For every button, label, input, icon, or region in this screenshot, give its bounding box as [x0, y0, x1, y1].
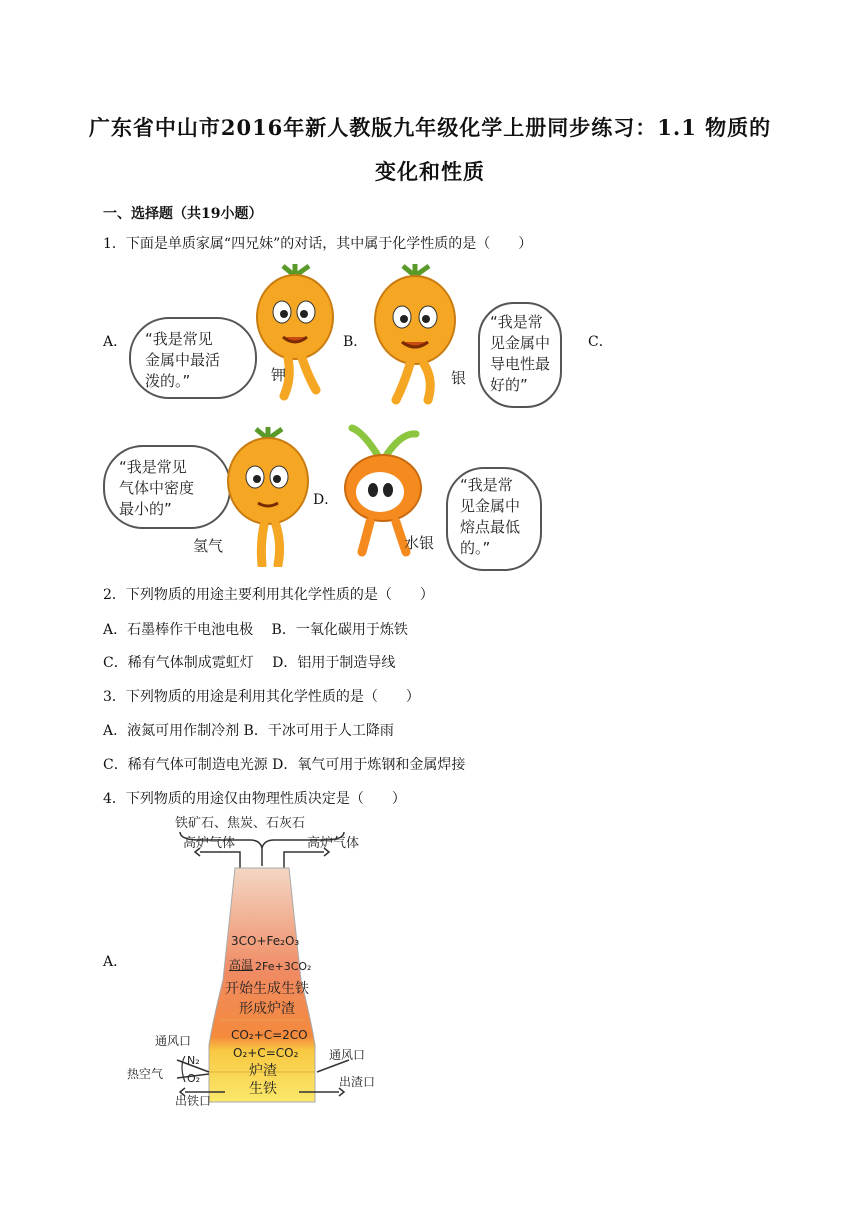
slag-outlet-label: 出渣口	[339, 1075, 376, 1089]
element-name: 氢气	[193, 537, 224, 555]
q1-option-d-label: D．	[313, 492, 339, 508]
reaction-1-products: 2Fe+3CO₂	[255, 960, 312, 973]
title-line-2: 变化和性质	[375, 159, 485, 184]
q1-option-b-image	[365, 262, 565, 412]
gas-right-label: 高炉气体	[307, 836, 360, 851]
orange-mascot-icon	[218, 425, 313, 567]
q1-option-d-image	[338, 422, 548, 572]
speech-line: “我是常见	[119, 458, 187, 476]
orange-mascot-icon	[370, 262, 460, 407]
speech-line: “我是常	[460, 476, 513, 494]
n2-label: N₂	[187, 1054, 200, 1067]
speech-bubble	[129, 317, 257, 399]
reaction-1: 3CO+Fe₂O₃	[231, 934, 300, 948]
speech-line: 气体中密度	[119, 479, 195, 497]
slag-label: 炉渣	[249, 1063, 277, 1079]
speech-line: 熔点最低	[460, 518, 521, 536]
q2-stem: 2．下列物质的用途主要利用其化学性质的是（ ）	[103, 587, 434, 603]
zone-label-1: 开始生成生铁	[225, 981, 309, 997]
speech-line: 见金属中	[490, 334, 551, 352]
iron-outlet-label: 出铁口	[175, 1094, 212, 1108]
orange-mascot-icon	[250, 262, 340, 402]
iron-label: 生铁	[249, 1081, 277, 1097]
vent-right-label: 通风口	[329, 1048, 366, 1062]
speech-line: “我是常见	[145, 330, 213, 348]
speech-line: 导电性最	[490, 355, 551, 373]
q1-option-a-label: A．	[103, 334, 128, 350]
q3-stem: 3．下列物质的用途是利用其化学性质的是（ ）	[103, 689, 420, 705]
o2-label: O₂	[187, 1072, 201, 1085]
q1-option-b-label: B．	[343, 334, 368, 350]
hot-air-label: 热空气	[127, 1067, 164, 1081]
q1-option-c-image	[103, 425, 313, 567]
q2-options-row-1: A．石墨棒作干电池电极 B．一氧化碳用于炼铁	[103, 622, 408, 638]
speech-line: 见金属中	[460, 497, 521, 515]
speech-bubble	[103, 445, 231, 529]
speech-line: “我是常	[490, 313, 543, 331]
q1-stem: 1．下面是单质家属“四兄妹”的对话，其中属于化学性质的是（ ）	[103, 236, 533, 252]
speech-line: 最小的”	[119, 500, 172, 518]
q3-options-row-2: C．稀有气体可制造电光源 D．氧气可用于炼钢和金属焊接	[103, 757, 466, 773]
element-name: 银	[451, 369, 467, 387]
section-heading: 一、选择题（共19小题）	[103, 206, 263, 222]
speech-bubble	[478, 302, 562, 408]
blast-furnace-diagram	[125, 810, 385, 1110]
speech-line: 的。”	[460, 539, 491, 557]
q2-options-row-2: C．稀有气体制成霓虹灯 D．铝用于制造导线	[103, 655, 396, 671]
speech-line: 好的”	[490, 376, 528, 394]
q4-stem: 4．下列物质的用途仅由物理性质决定是（ ）	[103, 791, 406, 807]
speech-bubble	[446, 467, 542, 571]
furnace-input: 铁矿石、焦炭、石灰石	[175, 816, 306, 831]
q4-option-a-label: A．	[103, 954, 128, 970]
q1-option-a-image	[125, 262, 335, 407]
zone-label-2: 形成炉渣	[239, 1001, 295, 1017]
reaction-2: CO₂+C=2CO	[231, 1028, 308, 1042]
reaction-1-condition: 高温	[229, 958, 254, 972]
speech-line: 泼的。”	[145, 372, 191, 390]
speech-line: 金属中最活	[145, 351, 221, 369]
reaction-3: O₂+C=CO₂	[233, 1046, 299, 1060]
q3-options-row-1: A．液氮可用作制冷剂 B．干冰可用于人工降雨	[103, 723, 394, 739]
q1-option-c-label: C．	[588, 334, 613, 350]
element-name: 水银	[404, 534, 435, 552]
title-line-1: 广东省中山市2016年新人教版九年级化学上册同步练习：1.1 物质的	[88, 115, 772, 140]
vent-left-label: 通风口	[155, 1034, 192, 1048]
gas-left-label: 高炉气体	[183, 836, 236, 851]
element-name: 钾	[271, 366, 287, 384]
